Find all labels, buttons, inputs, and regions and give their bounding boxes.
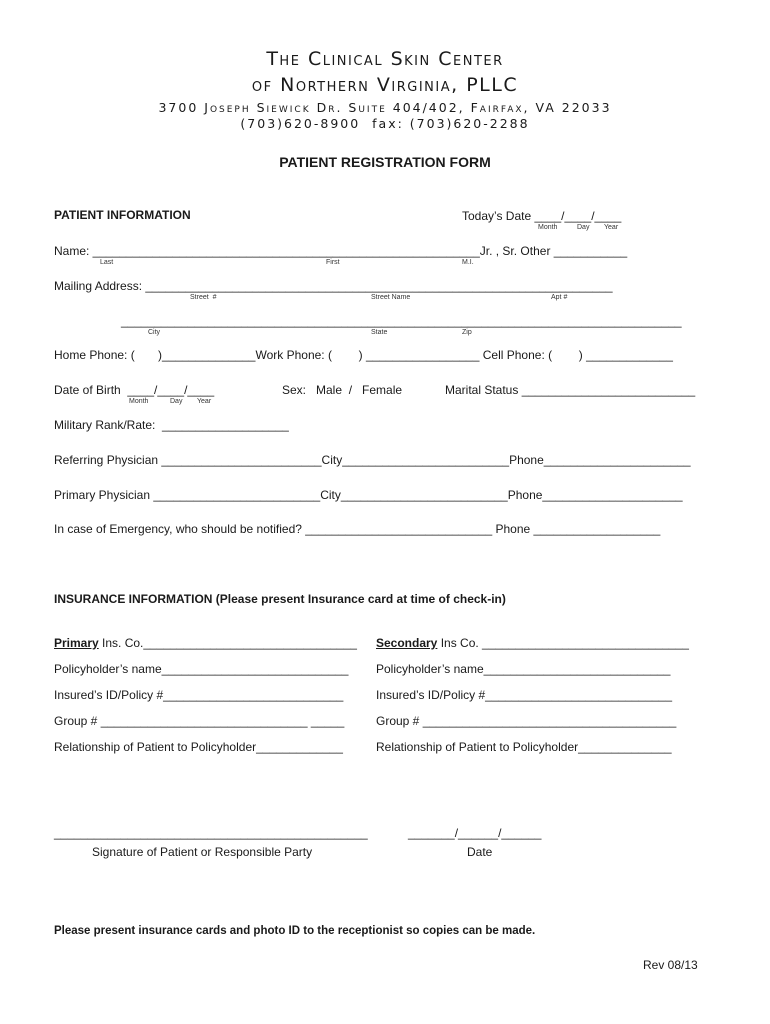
revision-label: Rev 08/13 bbox=[643, 958, 698, 972]
dob-month-label: Month bbox=[129, 398, 149, 405]
primary-ins-co-field[interactable] bbox=[54, 636, 357, 650]
referring-physician-field[interactable]: Referring Physician ________________________City_________________________Phone______________________ bbox=[54, 453, 691, 467]
name-mi-label: M.I. bbox=[462, 259, 474, 266]
clinic-name-line2: of Northern Virginia, PLLC bbox=[251, 74, 519, 96]
clinic-phones: (703)620-8900 fax: (703)620-2288 bbox=[240, 116, 530, 131]
secondary-policyholder-field[interactable]: Policyholder’s name____________________________ bbox=[376, 662, 671, 676]
street-number-label: Street # bbox=[190, 294, 217, 301]
name-last-label: Last bbox=[100, 259, 114, 266]
secondary-ins-co-text: Ins Co. _______________________________ bbox=[437, 636, 689, 650]
form-title: PATIENT REGISTRATION FORM bbox=[279, 154, 491, 170]
primary-policyholder-field[interactable]: Policyholder’s name____________________________ bbox=[54, 662, 349, 676]
emergency-contact-field[interactable]: In case of Emergency, who should be notified? ____________________________ Phone ___________________ bbox=[54, 522, 661, 536]
primary-policy-id-field[interactable]: Insured’s ID/Policy #___________________________ bbox=[54, 688, 344, 702]
phone-fields[interactable]: Home Phone: ( )______________Work Phone: ( ) _________________ Cell Phone: ( ) _____________ bbox=[54, 348, 673, 362]
todays-date-day-label: Day bbox=[577, 224, 590, 231]
signature-line[interactable]: _______________________________________________ bbox=[54, 826, 368, 840]
sex-field[interactable]: Sex: Male / Female bbox=[282, 383, 403, 397]
marital-status-field[interactable]: Marital Status __________________________ bbox=[445, 383, 696, 397]
patient-info-heading: PATIENT INFORMATION bbox=[54, 208, 191, 222]
primary-label: Primary bbox=[54, 636, 99, 650]
street-name-label: Street Name bbox=[371, 294, 411, 301]
signature-date-label: Date bbox=[467, 845, 493, 859]
secondary-relationship-field[interactable]: Relationship of Patient to Policyholder______________ bbox=[376, 740, 672, 754]
primary-ins-co-text: Ins. Co.________________________________ bbox=[98, 636, 357, 650]
primary-physician-field[interactable]: Primary Physician _________________________City_________________________Phone_____________________ bbox=[54, 488, 683, 502]
city-label: City bbox=[148, 329, 161, 336]
footer-note: Please present insurance cards and photo ID to the receptionist so copies can be made. bbox=[54, 925, 536, 937]
secondary-policy-id-field[interactable]: Insured’s ID/Policy #____________________________ bbox=[376, 688, 673, 702]
date-of-birth-field[interactable]: Date of Birth ____/____/____ bbox=[54, 383, 215, 397]
dob-year-label: Year bbox=[197, 398, 212, 405]
todays-date-year-label: Year bbox=[604, 224, 619, 231]
signature-date-line[interactable]: _______/______/______ bbox=[408, 826, 542, 840]
secondary-ins-co-field[interactable] bbox=[376, 636, 689, 650]
clinic-address: 3700 Joseph Siewick Dr. Suite 404/402, Fairfax, VA 22033 bbox=[158, 100, 612, 115]
name-first-label: First bbox=[326, 259, 340, 266]
signature-label: Signature of Patient or Responsible Party bbox=[92, 845, 313, 859]
primary-group-field[interactable]: Group # _______________________________ _____ bbox=[54, 714, 345, 728]
name-field[interactable]: Name: __________________________________________________________Jr. , Sr. Other ___________ bbox=[54, 244, 628, 258]
insurance-heading: INSURANCE INFORMATION (Please present Insurance card at time of check-in) bbox=[54, 592, 506, 606]
secondary-label: Secondary bbox=[376, 636, 438, 650]
secondary-group-field[interactable]: Group # ______________________________________ bbox=[376, 714, 677, 728]
primary-relationship-field[interactable]: Relationship of Patient to Policyholder_____________ bbox=[54, 740, 343, 754]
state-label: State bbox=[371, 329, 388, 336]
clinic-name-line1: The Clinical Skin Center bbox=[266, 48, 504, 70]
zip-label: Zip bbox=[462, 329, 472, 336]
todays-date-field[interactable]: Today’s Date ____/____/____ bbox=[462, 209, 622, 223]
city-state-zip-field[interactable]: ____________________________________________________________________________________ bbox=[121, 314, 682, 328]
todays-date-month-label: Month bbox=[538, 224, 558, 231]
apt-label: Apt # bbox=[551, 294, 568, 301]
military-rank-field[interactable]: Military Rank/Rate: ___________________ bbox=[54, 418, 289, 432]
dob-day-label: Day bbox=[170, 398, 183, 405]
mailing-address-field[interactable]: Mailing Address: ______________________________________________________________________ bbox=[54, 279, 613, 293]
